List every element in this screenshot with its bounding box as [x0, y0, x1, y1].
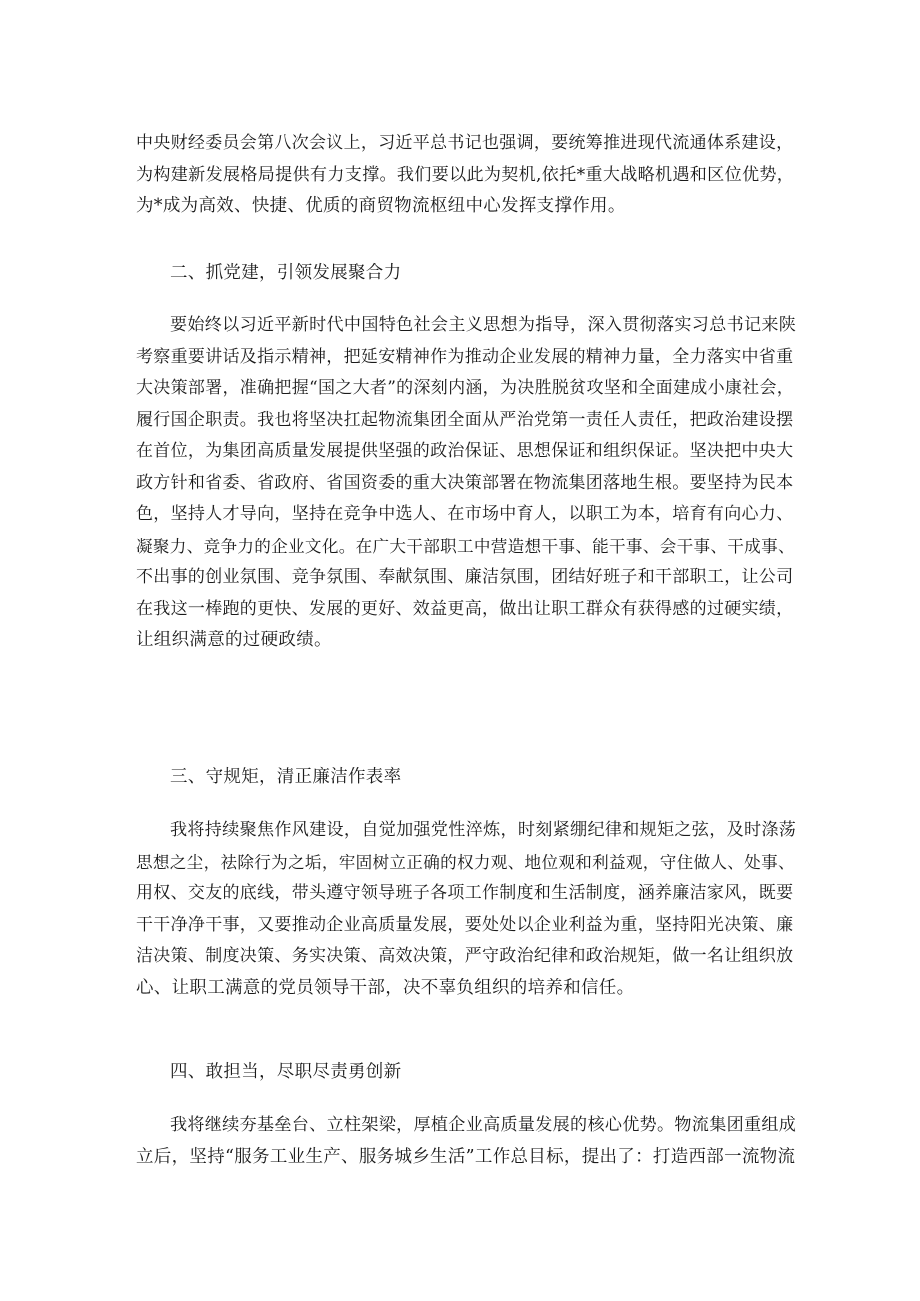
text-line: 我将持续聚焦作风建设，自觉加强党性淬炼，时刻紧绷纪律和规矩之弦，及时涤荡	[170, 820, 797, 840]
text-line: 为构建新发展格局提供有力支撑。我们要以此为契机,依托*重大战略机遇和区位优势，	[136, 164, 795, 185]
text-line: 用权、交友的底线，带头遵守领导班子各项工作制度和生活制度，涵养廉洁家风，既要	[136, 883, 794, 903]
text-line: 大决策部署，准确把握“国之大者”的深刻内涵，为决胜脱贫攻坚和全面建成小康社会，	[136, 378, 795, 398]
text-line: 在首位，为集团高质量发展提供坚强的政治保证、思想保证和组织保证。坚决把中央大	[136, 441, 794, 461]
text-line: 色，坚持人才导向，坚持在竞争中选人、在市场中育人，以职工为本，培育有向心力、	[136, 504, 794, 524]
text-line: 思想之尘，祛除行为之垢，牢固树立正确的权力观、地位观和利益观，守住做人、处事、	[136, 852, 795, 872]
paragraph-3	[136, 815, 796, 1004]
text-line: 在我这一棒跑的更快、发展的更好、效益更高，做出让职工群众有获得感的过硬实绩，	[136, 598, 794, 619]
paragraph-1	[136, 128, 796, 223]
paragraph-2	[136, 310, 796, 657]
text-line: 我将继续夯基垒台、立柱架梁，厚植企业高质量发展的核心优势。物流集团重组成	[170, 1115, 797, 1135]
section-heading-3: 三、守规矩，清正廉洁作表率	[170, 767, 402, 787]
text-line: 为*成为高效、快捷、优质的商贸物流枢纽中心发挥支撑作用。	[136, 196, 626, 216]
text-line: 让组织满意的过硬政绩。	[136, 630, 332, 650]
text-line: 洁决策、制度决策、务实决策、高效决策，严守政治纪律和政治规矩，做一名让组织放	[136, 946, 794, 966]
text-line: 履行国企职责。我也将坚决扛起物流集团全面从严治党第一责任人责任，把政治建设摆	[136, 409, 794, 430]
section-heading-4: 四、敢担当，尽职尽责勇创新	[170, 1062, 402, 1082]
text-line: 不出事的创业氛围、竞争氛围、奉献氛围、廉洁氛围，团结好班子和干部职工，让公司	[136, 567, 794, 587]
text-line: 要始终以习近平新时代中国特色社会主义思想为指导，深入贯彻落实习总书记来陕	[170, 315, 797, 335]
text-line: 立后，坚持“服务工业生产、服务城乡生活”工作总目标，提出了：打造西部一流物流	[136, 1146, 796, 1167]
section-heading-2: 二、抓党建，引领发展聚合力	[170, 263, 402, 283]
text-line: 心、让职工满意的党员领导干部，决不辜负组织的培养和信任。	[136, 977, 635, 998]
text-line: 政方针和省委、省政府、省国资委的重大决策部署在物流集团落地生根。要坚持为民本	[136, 472, 794, 493]
text-line: 干干净净干事，又要推动企业高质量发展，要处处以企业利益为重，坚持阳光决策、廉	[136, 914, 794, 935]
text-line: 凝聚力、竞争力的企业文化。在广大干部职工中营造想干事、能干事、会干事、干成事、	[136, 536, 795, 556]
paragraph-4	[136, 1110, 796, 1173]
text-line: 考察重要讲话及指示精神，把延安精神作为推动企业发展的精神力量，全力落实中省重	[136, 346, 794, 367]
text-line: 中央财经委员会第八次会议上，习近平总书记也强调，要统筹推进现代流通体系建设，	[136, 133, 794, 153]
